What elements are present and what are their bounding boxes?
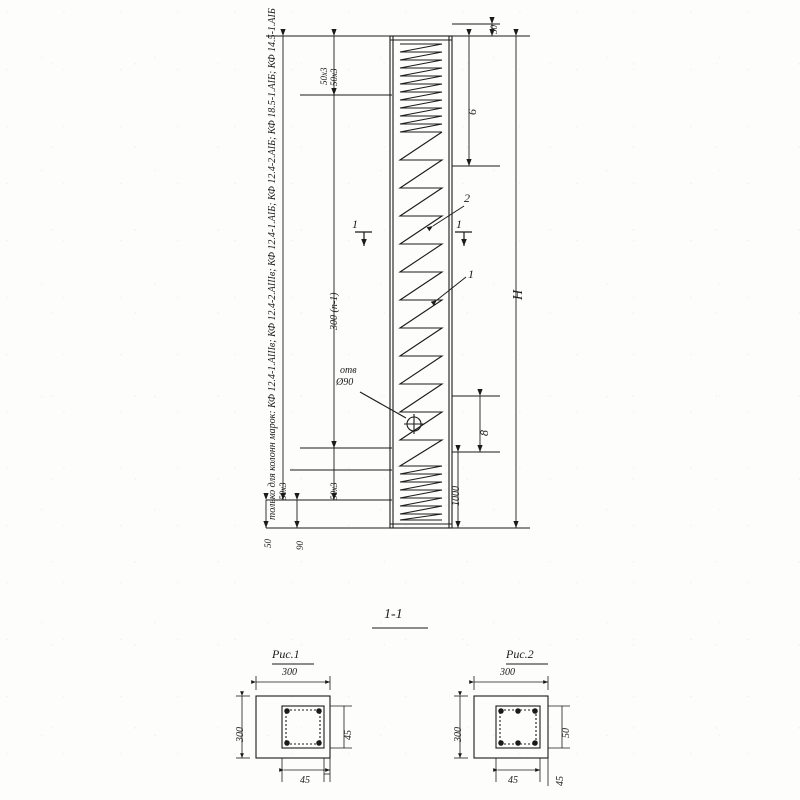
figure-1-caption: Рис.1 bbox=[272, 647, 300, 661]
figure-2-width: 300 bbox=[500, 667, 515, 678]
column-outline bbox=[390, 36, 452, 528]
right-dim-small-top: 50 bbox=[489, 25, 499, 34]
section-mark-left: 1 bbox=[352, 217, 358, 231]
left-dim-bottom-b: 50х3 bbox=[278, 482, 288, 500]
reinforcement-spiral bbox=[400, 44, 442, 520]
figure-2-cover-bottom-left: 45 bbox=[508, 775, 518, 786]
left-dim-top-a: 50х3 bbox=[329, 68, 339, 86]
overall-height-label: H bbox=[511, 289, 526, 300]
bar-label-2: 2 bbox=[464, 191, 470, 205]
note-text: только для колонн марок: КФ 12.4-1.АIIIв; КФ 12.4-2.АIIIв; КФ 12.4-1.АIБ; КФ 12.4-2.АIБ; КФ 18.5-1.АIБ; КФ 14.5-1.АIБ bbox=[267, 8, 278, 520]
figure-2-section bbox=[474, 696, 548, 758]
figure-2-cover-bottom-right: 45 bbox=[555, 776, 566, 786]
left-dimension-lines bbox=[266, 8, 392, 528]
figure-1-cover-bottom: 45 bbox=[300, 775, 310, 786]
section-view-label: 1-1 bbox=[384, 607, 403, 622]
figure-2-height: 300 bbox=[453, 727, 464, 742]
hole-note-line1: отв bbox=[340, 365, 357, 376]
bar-label-1: 1 bbox=[468, 267, 474, 281]
right-dimension-lines bbox=[452, 24, 530, 528]
figure-1-dimensions bbox=[236, 676, 352, 782]
left-dim-bottom-a: 50х3 bbox=[329, 482, 339, 500]
figure-1-height: 300 bbox=[235, 727, 246, 742]
figure-1-section bbox=[256, 696, 330, 758]
right-dim-top: 6 bbox=[465, 109, 479, 115]
figure-2-cover-right: 50 bbox=[561, 728, 572, 738]
left-dim-bottom-d: 90 bbox=[295, 541, 305, 550]
hole-note-line2: Ø90 bbox=[336, 377, 354, 388]
figure-1-width: 300 bbox=[282, 667, 297, 678]
left-dim-top-b: 50х3 bbox=[319, 67, 329, 85]
left-dim-bottom-c: 50 bbox=[263, 539, 273, 548]
right-dim-bottom: 8 bbox=[477, 430, 491, 436]
hole-symbol bbox=[360, 392, 424, 434]
left-dim-chain: 300 (п-1) bbox=[329, 292, 340, 330]
section-mark-right: 1 bbox=[456, 217, 462, 231]
figure-2-dimensions bbox=[454, 676, 570, 786]
figure-2-caption: Рис.2 bbox=[506, 647, 534, 661]
right-dim-bottom-len: 1000 bbox=[451, 486, 462, 506]
figure-1-cover-right: 45 bbox=[343, 730, 354, 740]
